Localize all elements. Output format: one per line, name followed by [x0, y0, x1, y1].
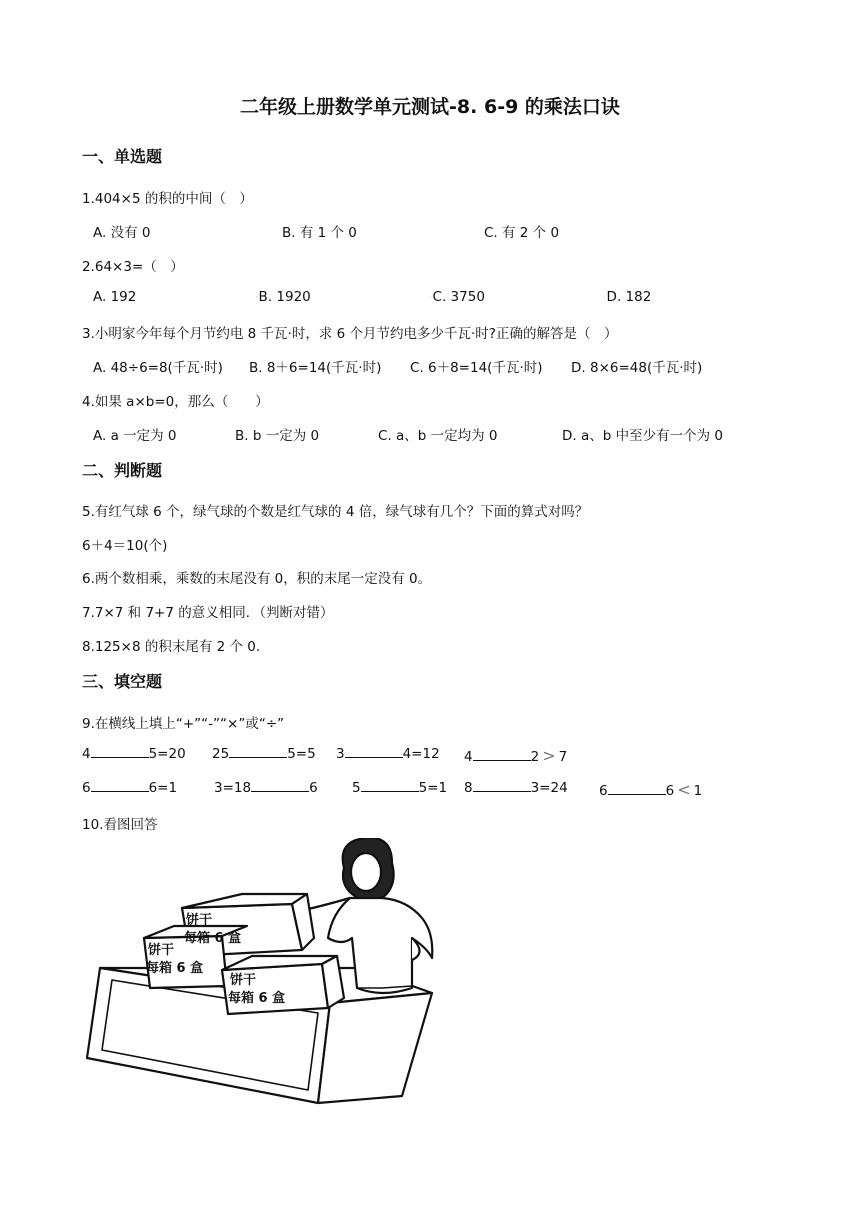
question-9-stem: 9.在横线上填上“+”“-”“×”或“÷”: [82, 716, 285, 732]
question-2-stem: 2.64×3=（ ）: [82, 259, 184, 275]
answer-blank[interactable]: [473, 781, 531, 792]
greater-than-sign: >: [542, 746, 556, 765]
question-3-option-b: B. 8＋6=14(千瓦·时): [249, 360, 382, 376]
fill-item-suffix: 6: [309, 780, 318, 796]
question-4-option-b: B. b 一定为 0: [235, 428, 320, 444]
question-5-stem: 5.有红气球 6 个，绿气球的个数是红气球的 4 倍，绿气球有几个？下面的算式对吗？: [82, 504, 589, 520]
box-label-top-line2: 每箱 6 盒: [184, 931, 242, 946]
question-3-stem: 3.小明家今年每个月节约电 8 千瓦·时，求 6 个月节约电多少千瓦·时?正确的解答是（ ）: [82, 326, 618, 342]
fill-item-prefix: 4: [82, 746, 91, 762]
fill-item-after: 7: [558, 749, 568, 765]
fill-item-suffix: 5=5: [287, 746, 316, 762]
answer-blank[interactable]: [473, 750, 531, 761]
dot-marker: ·: [429, 292, 432, 302]
question-4-option-d: D. a、b 中至少有一个为 0: [562, 428, 723, 444]
section-heading-single-choice: 一、单选题: [82, 147, 163, 166]
dot-marker: ·: [603, 292, 606, 302]
question-1-stem: 1.404×5 的积的中间（ ）: [82, 191, 253, 207]
fill-item-suffix: 2: [530, 749, 540, 765]
fill-item-suffix: 6: [665, 783, 675, 799]
fill-item-suffix: 6=1: [148, 780, 178, 796]
fill-item-after: 1: [693, 783, 703, 799]
fill-item: [464, 780, 568, 796]
fill-item: [599, 780, 702, 799]
answer-blank[interactable]: [345, 747, 403, 758]
answer-blank[interactable]: [251, 781, 309, 792]
fill-item-prefix: 3=18: [214, 780, 252, 796]
question-8-stem: 8.125×8 的积末尾有 2 个 0.: [82, 639, 261, 655]
fill-item: [82, 746, 186, 762]
section-heading-fill-blank: 三、填空题: [82, 672, 163, 691]
fill-item-prefix: 6: [82, 780, 91, 796]
fill-item-suffix: 5=20: [148, 746, 186, 762]
less-than-sign: <: [677, 780, 691, 799]
box-label-top-line1: 饼干: [186, 913, 213, 928]
question-5-expression: 6＋4＝10(个): [82, 538, 168, 554]
fill-item-suffix: 4=12: [402, 746, 440, 762]
box-label-right-line2: 每箱 6 盒: [228, 991, 286, 1006]
fill-item: [82, 780, 177, 796]
question-1-option-c: C. 有 2 个 0: [484, 225, 560, 241]
box-label-left-line1: 饼干: [148, 943, 175, 958]
question-6-stem: 6.两个数相乘，乘数的末尾没有 0，积的末尾一定没有 0。: [82, 571, 432, 587]
answer-blank[interactable]: [361, 781, 419, 792]
fill-item-prefix: 5: [352, 780, 361, 796]
box-label-right-line1: 饼干: [230, 973, 257, 988]
question-10-stem: 10.看图回答: [82, 817, 158, 833]
answer-blank[interactable]: [91, 747, 149, 758]
fill-item-prefix: 6: [599, 783, 608, 799]
question-4-option-c: C. a、b 一定均为 0: [378, 428, 498, 444]
fill-item: [464, 746, 567, 765]
page-title: 二年级上册数学单元测试-8. 6-9 的乘法口诀: [240, 96, 620, 118]
fill-item: [352, 780, 447, 796]
fill-item: [214, 780, 318, 796]
question-7-stem: 7.7×7 和 7+7 的意义相同．（判断对错）: [82, 605, 334, 621]
fill-item: [336, 746, 440, 762]
fill-item-suffix: 3=24: [530, 780, 568, 796]
question-2-option-b: [255, 289, 311, 305]
question-2-option-d-text: D. 182: [606, 289, 652, 305]
answer-blank[interactable]: [229, 747, 287, 758]
question-2-option-b-text: B. 1920: [258, 289, 311, 305]
question-3-option-a: A. 48÷6=8(千瓦·时): [93, 360, 223, 376]
box-label-left-line2: 每箱 6 盒: [146, 961, 204, 976]
biscuit-boxes-illustration: [82, 838, 442, 1118]
answer-blank[interactable]: [91, 781, 149, 792]
fill-item-prefix: 8: [464, 780, 473, 796]
question-3-option-d: D. 8×6=48(千瓦·时): [571, 360, 703, 376]
question-2-option-a: A. 192: [93, 289, 137, 305]
question-4-stem: 4.如果 a×b=0，那么（ ）: [82, 394, 269, 410]
dot-marker: ·: [255, 292, 258, 302]
fill-item-prefix: 3: [336, 746, 345, 762]
question-2-option-c: [429, 289, 485, 305]
question-3-option-c: C. 6＋8=14(千瓦·时): [410, 360, 543, 376]
question-2-option-d: [603, 289, 651, 305]
fill-item: [212, 746, 316, 762]
fill-item-prefix: 4: [464, 749, 473, 765]
fill-item-suffix: 5=1: [418, 780, 448, 796]
answer-blank[interactable]: [608, 784, 666, 795]
counter-side: [318, 993, 432, 1103]
question-4-option-a: A. a 一定为 0: [93, 428, 177, 444]
question-2-option-c-text: C. 3750: [432, 289, 485, 305]
question-1-option-b: B. 有 1 个 0: [282, 225, 357, 241]
question-1-option-a: A. 没有 0: [93, 225, 151, 241]
section-heading-true-false: 二、判断题: [82, 461, 163, 480]
fill-item-prefix: 25: [212, 746, 230, 762]
